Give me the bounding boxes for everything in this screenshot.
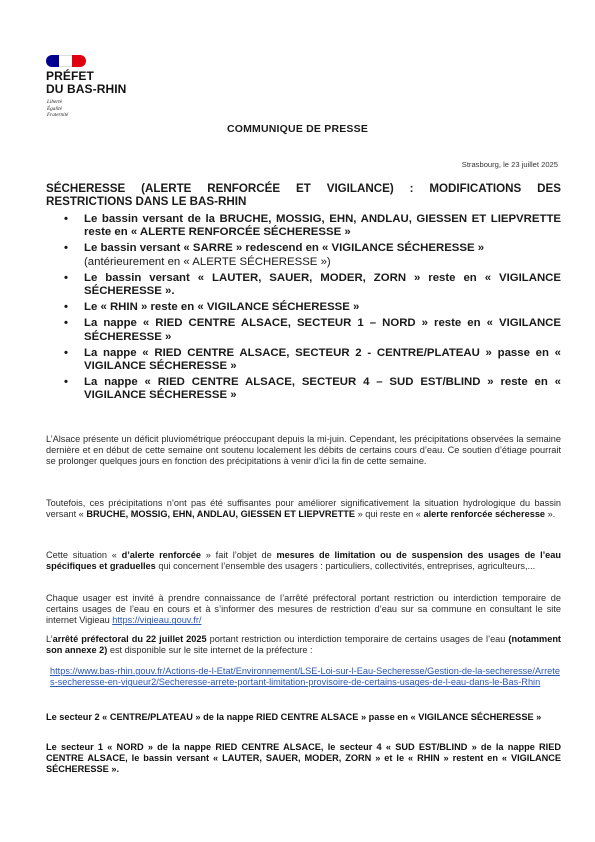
text-run-bold: mesures de limitation ou de suspension des usages de l’eau spécifiques et graduelles <box>46 550 562 572</box>
text-run: qui concernent l’ensemble des usagers : particuliers, collectivités, entreprises, agriculteurs,... <box>155 561 536 572</box>
list-item <box>46 301 561 314</box>
motto-egalite: Égalité <box>47 105 62 112</box>
prefecture-link[interactable]: https://www.bas-rhin.gouv.fr/Actions-de-l-Etat/Environnement/LSE-Loi-sur-l-Eau-Secheresse/Gestion-de-la-secheresse/Arretes-secheresse-en-vigueur2/Secheresse-arrete-portant-limitation-provisoire-de-certains-usages-de-l-eau-dans-le-Bas-Rhin <box>50 666 560 688</box>
paragraph-arrete <box>46 634 561 656</box>
paragraph-vigieau <box>46 593 561 627</box>
list-item <box>46 317 561 343</box>
text-run-bold: alerte renforcée sécheresse <box>423 509 546 520</box>
list-item-text: Le bassin versant « LAUTER, SAUER, MODER, ZORN » reste en « VIGILANCE SÉCHERESSE ». <box>84 271 561 298</box>
bullet-icon: • <box>64 271 68 284</box>
list-item <box>46 242 561 268</box>
vigieau-link[interactable]: https://vigieau.gouv.fr/ <box>112 615 202 626</box>
bullet-icon: • <box>64 242 68 255</box>
tricolor-flag-icon <box>46 55 86 67</box>
motto-fraternite: Fraternité <box>47 112 69 118</box>
main-heading: SÉCHERESSE (ALERTE RENFORCÉE ET VIGILANCE) : MODIFICATIONS DES RESTRICTIONS DANS LE BAS-RHIN <box>46 182 561 208</box>
bullet-icon: • <box>64 346 68 359</box>
text-run: » fait l’objet de <box>200 550 277 560</box>
marianne-logo <box>46 55 86 67</box>
prefet-line1: PRÉFET <box>46 69 94 83</box>
list-item-text: Le bassin versant de la BRUCHE, MOSSIG, EHN, ANDLAU, GIESSEN ET LIEPVRETTE reste en « ALERTE RENFORCÉE SÉCHERESSE » <box>84 213 561 239</box>
text-run: est disponible sur le site internet de la préfecture : <box>107 645 313 656</box>
list-item-text: La nappe « RIED CENTRE ALSACE, SECTEUR 4 – SUD EST/BLIND » reste en « VIGILANCE SÉCHERESSE » <box>84 376 561 402</box>
restriction-list <box>46 213 561 406</box>
prefet-line2: DU BAS-RHIN <box>46 82 127 96</box>
text-run: Toutefois, ces précipitations n’ont pas été suffisantes pour améliorer significativement la situation hydrologique du bassin versant « <box>46 498 561 520</box>
paragraph-situation: L’Alsace présente un déficit pluviométrique préoccupant depuis la mi-juin. Cependant, les précipitations observées la semaine dernière et en début de cette semaine ont soutenu localement les débits de certains cours d’eau. Ce soutien d’étiage pourrait se prolonger quelques jours en fonction des précipitations à venir d’ici la fin de cette semaine. <box>46 434 561 467</box>
prefet-heading <box>46 70 126 96</box>
list-item-subtext: (antérieurement en « ALERTE SÉCHERESSE ») <box>84 255 331 268</box>
bullet-icon: • <box>64 301 68 314</box>
bullet-icon: • <box>64 317 68 330</box>
list-item-text: Le « RHIN » reste en « VIGILANCE SÉCHERESSE » <box>84 301 360 314</box>
text-run: Cette situation « <box>46 550 122 560</box>
list-item <box>46 272 561 298</box>
list-item <box>46 347 561 373</box>
republic-motto <box>47 99 68 119</box>
bullet-icon: • <box>64 376 68 389</box>
text-run-bold: arrêté préfectoral du 22 juillet 2025 <box>52 634 207 644</box>
text-run: ». <box>545 509 556 520</box>
paragraph-hydrology <box>46 498 561 520</box>
list-item-text: La nappe « RIED CENTRE ALSACE, SECTEUR 2 - CENTRE/PLATEAU » passe en « VIGILANCE SÉCHERESSE » <box>84 346 561 373</box>
text-run-bold: BRUCHE, MOSSIG, EHN, ANDLAU, GIESSEN ET LIEPVRETTE <box>86 509 356 520</box>
text-run: L’ <box>46 634 53 644</box>
list-item-text: La nappe « RIED CENTRE ALSACE, SECTEUR 1 – NORD » reste en « VIGILANCE SÉCHERESSE » <box>84 317 561 343</box>
list-item-text: Le bassin versant « SARRE » redescend en « VIGILANCE SÉCHERESSE » <box>84 242 485 255</box>
press-release-title: COMMUNIQUE DE PRESSE <box>226 123 369 135</box>
motto-liberte: Liberté <box>47 99 62 105</box>
list-item <box>46 376 561 402</box>
text-run-bold: (notamment son annexe 2) <box>46 634 561 656</box>
text-run: » qui reste en « <box>355 509 424 520</box>
paragraph-secteur2: Le secteur 2 « CENTRE/PLATEAU » de la nappe RIED CENTRE ALSACE » passe en « VIGILANCE SÉCHERESSE » <box>46 712 542 722</box>
list-item <box>46 213 561 239</box>
prefecture-link-block <box>46 666 561 688</box>
text-run-bold: d’alerte renforcée <box>121 550 201 560</box>
release-date: Strasbourg, le 23 juillet 2025 <box>461 160 558 169</box>
paragraph-measures <box>46 550 561 572</box>
bullet-icon: • <box>64 213 68 225</box>
text-run: Chaque usager est invité à prendre connaissance de l’arrêté préfectoral portant restriction ou interdiction temporaire de certains usages de l’eau en cours et à s’informer des mesures de restriction d’eau sur sa commune en consultant le site internet Vigieau <box>46 593 561 626</box>
text-run: portant restriction ou interdiction temporaire de certains usages de l’eau <box>206 634 509 644</box>
paragraph-vigilance-summary: Le secteur 1 « NORD » de la nappe RIED CENTRE ALSACE, le secteur 4 « SUD EST/BLIND » de la nappe RIED CENTRE ALSACE, le bassin versant « LAUTER, SAUER, MODER, ZORN » et le « RHIN » restent en « VIGILANCE SÉCHERESSE ». <box>46 742 561 775</box>
